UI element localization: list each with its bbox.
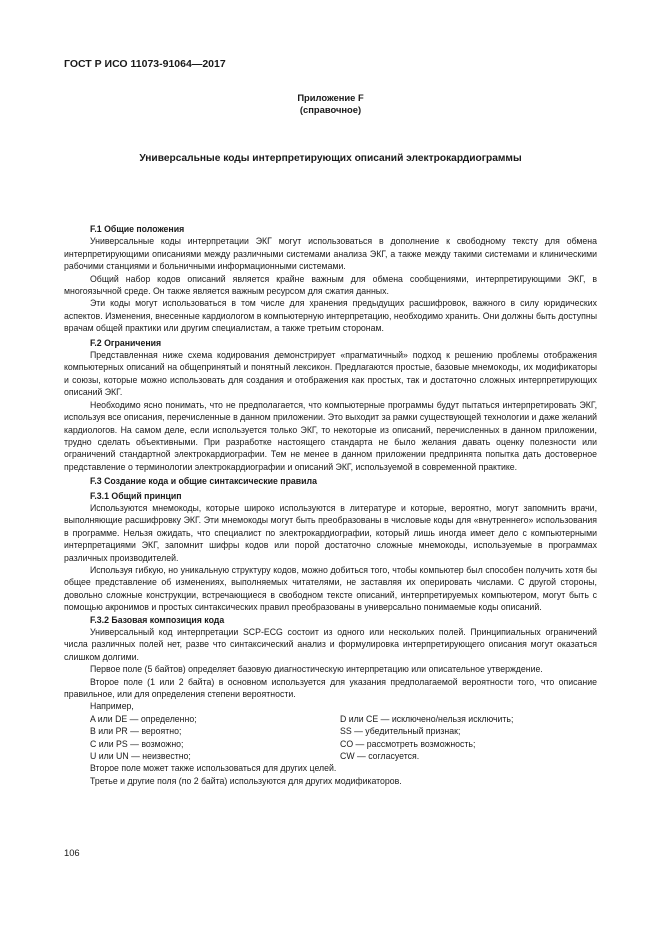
paragraph: Универсальный код интерпретации SCP-ECG состоит из одного или нескольких полей. Принципиальных ограничений числа различных полей нет, разве что синтаксический анализ и формулировка интерпретирующего описания могут оказаться слишком долгими. [64,627,597,662]
modifier-item: SS — убедительный признак; [340,726,461,737]
paragraph: Представленная ниже схема кодирования демонстрирует «прагматичный» подход к решению проблемы отображения компьютерных описаний на общепринятый и понятный лексикон. Предлагаются простые, базовые мнемокоды, их модификаторы и союзы, которые можно использовать для создания и отображения как простых, так и достаточно сложных интерпретирующих описаний ЭКГ. [64,350,597,398]
paragraph: Второе поле (1 или 2 байта) в основном используется для указания предполагаемой вероятности того, что описание правильное, или для определения степени вероятности. [64,676,597,700]
paragraph: Эти коды могут использоваться в том числе для хранения предыдущих расшифровок, важного в силу юридических аспектов. Изменения, внесенные кардиологом в компьютерную интерпретацию, необходимо хранить. Они должны быть доступны врачам общей практики или другим специалистам, а также третьим сторонам. [64,298,597,334]
modifier-column-left [64,713,330,763]
section-heading-f2: F.2 Ограничения [90,337,162,348]
modifier-list [64,713,597,763]
modifier-item: U или UN — неизвестно; [90,751,191,762]
modifier-item: A или DE — определенно; [90,713,197,724]
modifier-item: B или PR — вероятно; [90,726,182,737]
annex-type: (справочное) [299,104,362,115]
paragraph: Используются мнемокоды, которые широко используются в литературе и которые, вероятно, могут запомнить врачи, выполняющие расшифровку ЭКГ. Эти мнемокоды могут быть преобразованы в числовые коды для «внутреннего» использования в программе. Нельзя ожидать, что специалист по электрокардиографии, который лишь иногда имеет дело с компьютерными интерпретациями ЭКГ, запомнит шифры кодов или порой достаточно сложные мнемокоды, используемые в программах различных производителей. [64,502,597,563]
document-header: ГОСТ Р ИСО 11073-91064—2017 [64,58,226,70]
document-title: Универсальные коды интерпретирующих описаний электрокардиограммы [139,153,522,164]
annex-title: Приложение F [297,92,364,103]
paragraph: Второе поле может также использоваться для других целей. [90,763,337,774]
paragraph: Общий набор кодов описаний является крайне важным для обмена сообщениями, интерпретирующими ЭКГ, в многоязычной среде. Он также является важным ресурсом для сжатия данных. [64,273,597,297]
example-intro: Например, [90,701,134,712]
modifier-item: CW — согласуется. [340,751,420,762]
page-number: 106 [64,847,80,858]
paragraph: Третье и другие поля (по 2 байта) используются для других модификаторов. [90,775,402,786]
body-text [64,223,597,787]
section-heading-f3: F.3 Создание кода и общие синтаксические правила [90,476,317,487]
subsection-heading-f3-2: F.3.2 Базовая композиция кода [90,614,225,625]
modifier-column-right [330,713,513,763]
subsection-heading-f3-1: F.3.1 Общий принцип [90,490,182,501]
modifier-item: CO — рассмотреть возможность; [340,738,476,749]
section-heading-f1: F.1 Общие положения [90,224,185,234]
paragraph: Первое поле (5 байтов) определяет базовую диагностическую интерпретацию или описательное утверждение. [90,664,543,675]
modifier-item: D или CE — исключено/нельзя исключить; [340,713,514,724]
paragraph: Необходимо ясно понимать, что не предполагается, что компьютерные программы будут пытаться интерпретировать ЭКГ, используя все описания, перечисленные в данном приложении. Это выходит за рамки существующей технологии и даже желаний кардиологов. На самом деле, если используется только ЭКГ, то некоторые из описаний, перечисленных в данном приложении, трудно сделать объективными. При разработке настоящего стандарта не было желания давать оценку полезности или ограничений стандартной электрокардиографии. Тем не менее в данном приложении предпринята попытка дать достоверное представление о терминологии электрокардиографии и описаний ЭКГ, используемой в современной практике. [64,399,597,472]
paragraph: Используя гибкую, но уникальную структуру кодов, можно добиться того, чтобы компьютер был способен получить хотя бы общее представление об изменениях, выполняемых читателями, не заставляя их оперировать числами. С другой стороны, довольно сложные конструкции, встречающиеся в свободном тексте описаний, интерпретируемых компьютером, могут быть с помощью акронимов и простых синтаксических правил преобразованы в универсально понимаемые коды описаний. [64,564,597,613]
modifier-item: C или PS — возможно; [90,738,184,749]
paragraph: Универсальные коды интерпретации ЭКГ могут использоваться в дополнение к свободному тексту для обмена интерпретирующими описаниями между различными системами анализа ЭКГ, а также между такими системами и клиническими рабочими станциями и больничными информационными системами. [64,236,597,272]
